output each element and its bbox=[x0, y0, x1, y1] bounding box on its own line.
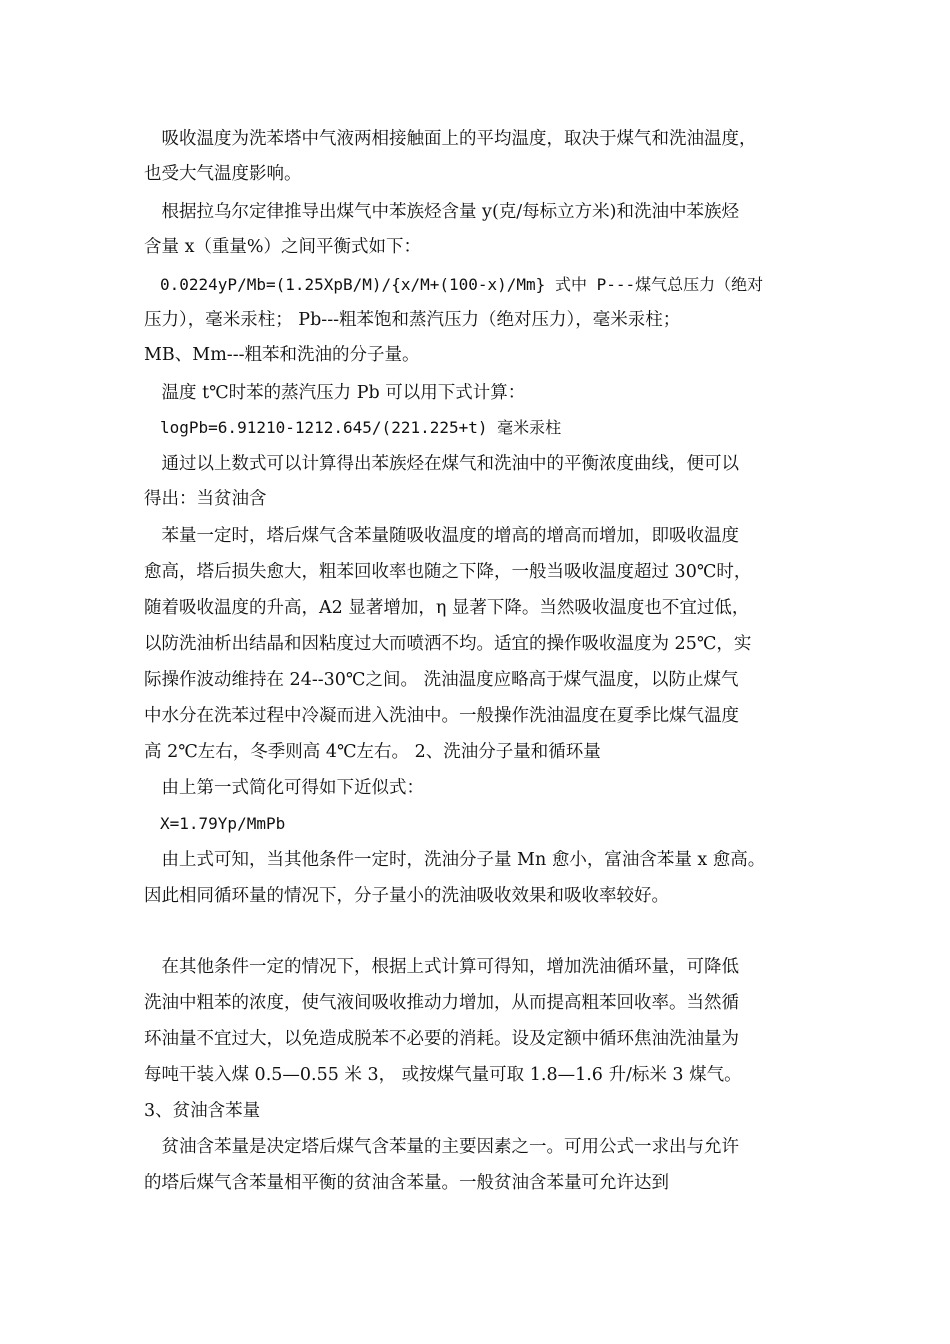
text-line: MB、Mm---粗苯和洗油的分子量。 bbox=[144, 345, 420, 365]
text-line: 由上式可知，当其他条件一定时，洗油分子量 Mn 愈小，富油含苯量 x 愈高。 bbox=[144, 850, 766, 870]
section-heading: 3、贫油含苯量 bbox=[144, 1101, 261, 1121]
text-line: 愈高，塔后损失愈大，粗苯回收率也随之下降，一般当吸收温度超过 30℃时， bbox=[144, 562, 752, 582]
text-line: 温度 t℃时苯的蒸汽压力 Pb 可以用下式计算： bbox=[144, 383, 526, 403]
text-line: 苯量一定时，塔后煤气含苯量随吸收温度的增高的增高而增加，即吸收温度 bbox=[144, 526, 739, 546]
text-line: 根据拉乌尔定律推导出煤气中苯族烃含量 y(克/每标立方米)和洗油中苯族烃 bbox=[144, 202, 739, 222]
text-line: 压力），毫米汞柱； Pb---粗苯饱和蒸汽压力（绝对压力），毫米汞柱； bbox=[144, 310, 681, 330]
text-line: 高 2℃左右，冬季则高 4℃左右。 2、洗油分子量和循环量 bbox=[144, 742, 601, 762]
text-line: 每吨干装入煤 0.5—0.55 米 3， 或按煤气量可取 1.8—1.6 升/标米 3 煤气。 bbox=[144, 1065, 742, 1085]
text-line: 在其他条件一定的情况下，根据上式计算可得知，增加洗油循环量，可降低 bbox=[144, 957, 739, 977]
text-line: 洗油中粗苯的浓度，使气液间吸收推动力增加，从而提高粗苯回收率。当然循 bbox=[144, 993, 739, 1013]
text-line: 的塔后煤气含苯量相平衡的贫油含苯量。一般贫油含苯量可允许达到 bbox=[144, 1173, 669, 1193]
text-line: 中水分在洗苯过程中冷凝而进入洗油中。一般操作洗油温度在夏季比煤气温度 bbox=[144, 706, 739, 726]
formula-line: 0.0224yP/Mb=(1.25XpB/M)/{x/M+(100-x)/Mm} 式中 P---煤气总压力（绝对 bbox=[144, 275, 764, 294]
text-line: 通过以上数式可以计算得出苯族烃在煤气和洗油中的平衡浓度曲线，便可以 bbox=[144, 454, 739, 474]
text-line: 由上第一式简化可得如下近似式： bbox=[144, 778, 424, 798]
text-line: 也受大气温度影响。 bbox=[144, 164, 302, 184]
formula-line: X=1.79Yp/MmPb bbox=[144, 814, 286, 833]
text-line: 吸收温度为洗苯塔中气液两相接触面上的平均温度，取决于煤气和洗油温度， bbox=[144, 129, 757, 149]
text-line: 因此相同循环量的情况下，分子量小的洗油吸收效果和吸收率较好。 bbox=[144, 886, 669, 906]
text-line: 环油量不宜过大，以免造成脱苯不必要的消耗。设及定额中循环焦油洗油量为 bbox=[144, 1029, 739, 1049]
text-line: 际操作波动维持在 24--30℃之间。 洗油温度应略高于煤气温度，以防止煤气 bbox=[144, 670, 739, 690]
text-line: 以防洗油析出结晶和因粘度过大而喷洒不均。适宜的操作吸收温度为 25℃，实 bbox=[144, 634, 752, 654]
text-line: 随着吸收温度的升高，A2 显著增加，η 显著下降。当然吸收温度也不宜过低， bbox=[144, 598, 750, 618]
text-line: 贫油含苯量是决定塔后煤气含苯量的主要因素之一。可用公式一求出与允许 bbox=[144, 1137, 739, 1157]
formula-line: logPb=6.91210-1212.645/(221.225+t) 毫米汞柱 bbox=[144, 418, 562, 437]
text-line: 含量 x（重量%）之间平衡式如下： bbox=[144, 237, 422, 257]
text-line: 得出：当贫油含 bbox=[144, 489, 267, 509]
